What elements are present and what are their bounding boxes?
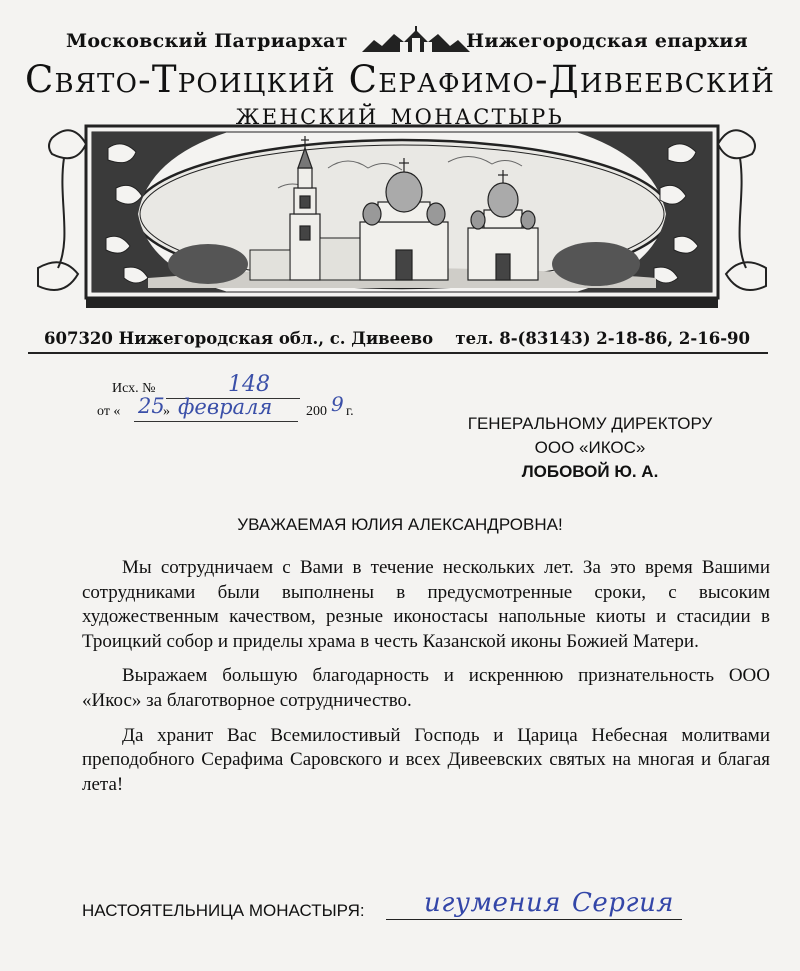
signature-title-handwritten: игумения: [424, 888, 561, 918]
date-day: 25: [138, 394, 165, 418]
patriarchate-label: Московский Патриархат: [66, 30, 348, 52]
signatory-title: НАСТОЯТЕЛЬНИЦА МОНАСТЫРЯ:: [82, 901, 365, 920]
addressee-company: ООО «ИКОС»: [534, 438, 646, 457]
date-year-prefix: 200: [306, 404, 327, 419]
date-year-abbr: г.: [346, 404, 354, 419]
paragraph: Мы сотрудничаем с Вами в течение нескольких лет. За это время Вашими сотрудниками были выполнены в предусмотренные сроки, с высоким художественным качеством, резные иконостасы напольные киоты и стасидии в Троицкий собор и приделы храма в честь Казанской иконы Божией Матери.: [82, 557, 770, 652]
monastery-address: 607320 Нижегородская обл., с. Дивеево: [44, 329, 434, 348]
date-from-label: от «: [97, 404, 121, 419]
monastery-engraving-image: [28, 118, 776, 326]
letterhead-divider: [28, 352, 768, 354]
outgoing-number-value: 148: [228, 372, 270, 397]
letter-body: [82, 556, 770, 807]
paragraph: Да хранит Вас Всемилостивый Господь и Царица Небесная молитвами преподобного Серафима Саровского и всех Дивеевских святых на многая и благая лета!: [82, 724, 770, 795]
addressee-position: ГЕНЕРАЛЬНОМУ ДИРЕКТОРУ: [467, 414, 713, 433]
date-line: [134, 421, 298, 422]
salutation: УВАЖАЕМАЯ ЮЛИЯ АЛЕКСАНДРОВНА!: [237, 515, 563, 534]
date-close-quote: »: [163, 404, 170, 419]
monastery-phone: тел. 8-(83143) 2-18-86, 2-16-90: [455, 329, 750, 348]
addressee-name: ЛОБОВОЙ Ю. А.: [521, 462, 659, 481]
monastery-emblem-icon: [360, 26, 472, 54]
eparchy-label: Нижегородская епархия: [466, 30, 748, 52]
monastery-title: Свято-Троицкий Серафимо-Дивеевский: [25, 58, 775, 101]
outgoing-number-label: Исх. №: [112, 381, 156, 396]
date-month: февраля: [178, 395, 273, 419]
paragraph: Выражаем большую благодарность и искреннюю признательность ООО «Икос» за благотворное сотрудничество.: [82, 665, 770, 711]
date-year-suffix: 9: [331, 392, 344, 416]
monastery-subtitle: женский монастырь: [235, 97, 565, 132]
signature-name-handwritten: Сергия: [572, 888, 675, 918]
signature-line: [386, 919, 682, 920]
addressee-block: [430, 412, 750, 484]
